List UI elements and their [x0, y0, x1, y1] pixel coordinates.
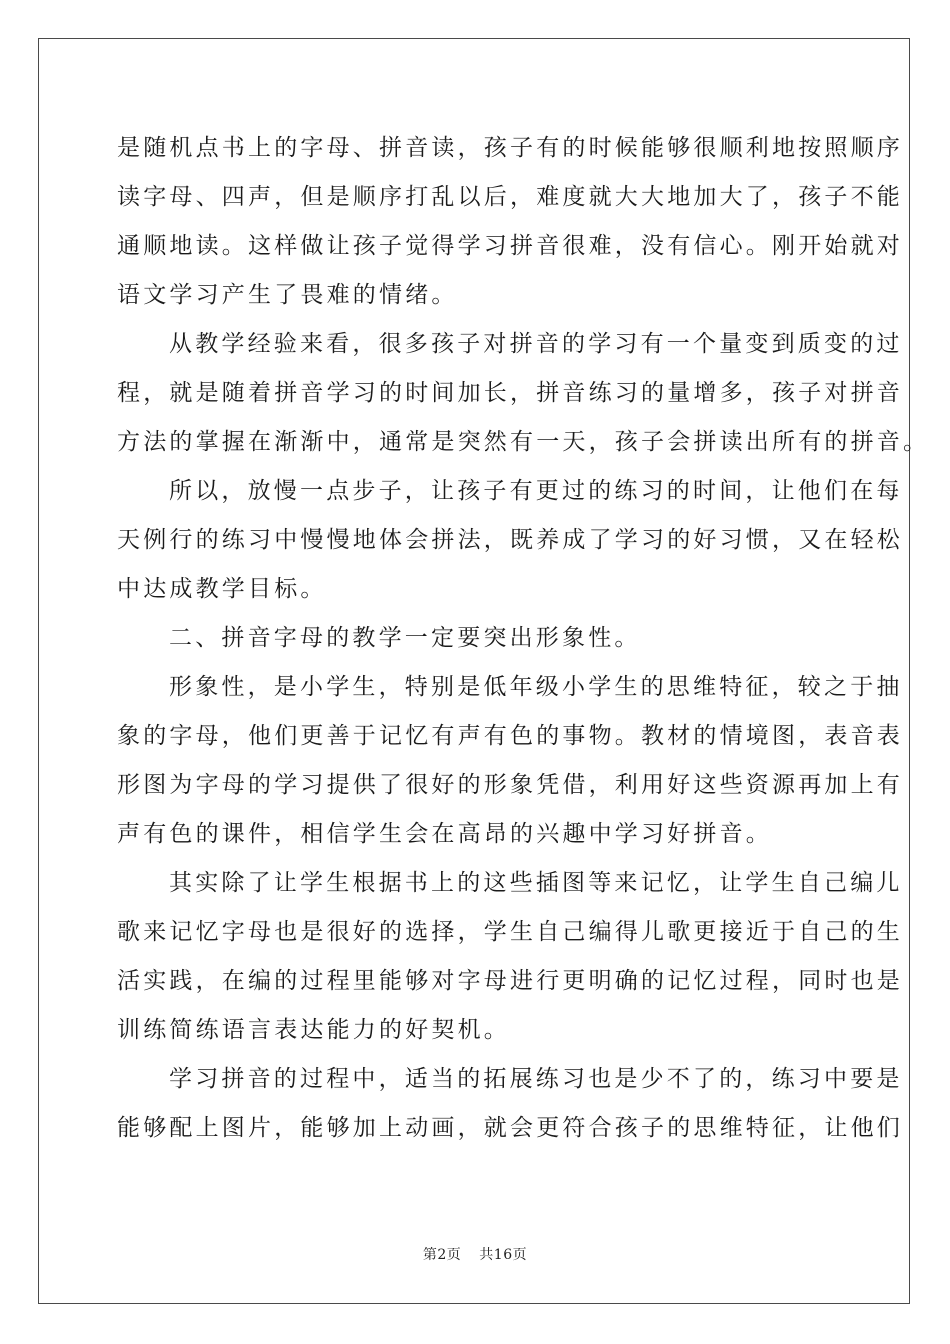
- text-line: 所以，放慢一点步子，让孩子有更过的练习的时间，让他们在每: [169, 478, 903, 504]
- text-line: 训练简练语言表达能力的好契机。: [117, 1017, 510, 1043]
- page-number: 第2页: [422, 1247, 462, 1263]
- page-total: 共16页: [479, 1247, 528, 1263]
- text-line: 语文学习产生了畏难的情绪。: [117, 282, 458, 308]
- text-line: 象的字母，他们更善于记忆有声有色的事物。教材的情境图，表音表: [117, 723, 903, 749]
- text-line: 通顺地读。这样做让孩子觉得学习拼音很难，没有信心。刚开始就对: [117, 233, 903, 259]
- text-line: 学习拼音的过程中，适当的拓展练习也是少不了的，练习中要是: [169, 1066, 903, 1092]
- text-line: 程，就是随着拼音学习的时间加长，拼音练习的量增多，孩子对拼音: [117, 380, 903, 406]
- text-line: 中达成教学目标。: [117, 576, 327, 602]
- page-footer: [0, 1244, 950, 1264]
- text-line: 歌来记忆字母也是很好的选择，学生自己编得儿歌更接近于自己的生: [117, 919, 903, 945]
- text-line: 形象性，是小学生，特别是低年级小学生的思维特征，较之于抽: [169, 674, 903, 700]
- text-line: 形图为字母的学习提供了很好的形象凭借，利用好这些资源再加上有: [117, 772, 903, 798]
- text-line: 活实践，在编的过程里能够对字母进行更明确的记忆过程，同时也是: [117, 968, 903, 994]
- text-line: 二、拼音字母的教学一定要突出形象性。: [169, 625, 641, 651]
- text-line: 是随机点书上的字母、拼音读，孩子有的时候能够很顺利地按照顺序: [117, 135, 903, 161]
- text-line: 方法的掌握在渐渐中，通常是突然有一天，孩子会拼读出所有的拼音。: [117, 429, 930, 455]
- text-line: 声有色的课件，相信学生会在高昂的兴趣中学习好拼音。: [117, 821, 772, 847]
- text-line: 从教学经验来看，很多孩子对拼音的学习有一个量变到质变的过: [169, 331, 903, 357]
- text-line: 能够配上图片，能够加上动画，就会更符合孩子的思维特征，让他们: [117, 1115, 903, 1141]
- text-line: 其实除了让学生根据书上的这些插图等来记忆，让学生自己编儿: [169, 870, 903, 896]
- text-line: 读字母、四声，但是顺序打乱以后，难度就大大地加大了，孩子不能: [117, 184, 903, 210]
- text-line: 天例行的练习中慢慢地体会拼法，既养成了学习的好习惯，又在轻松: [117, 527, 903, 553]
- document-body: [117, 128, 930, 1157]
